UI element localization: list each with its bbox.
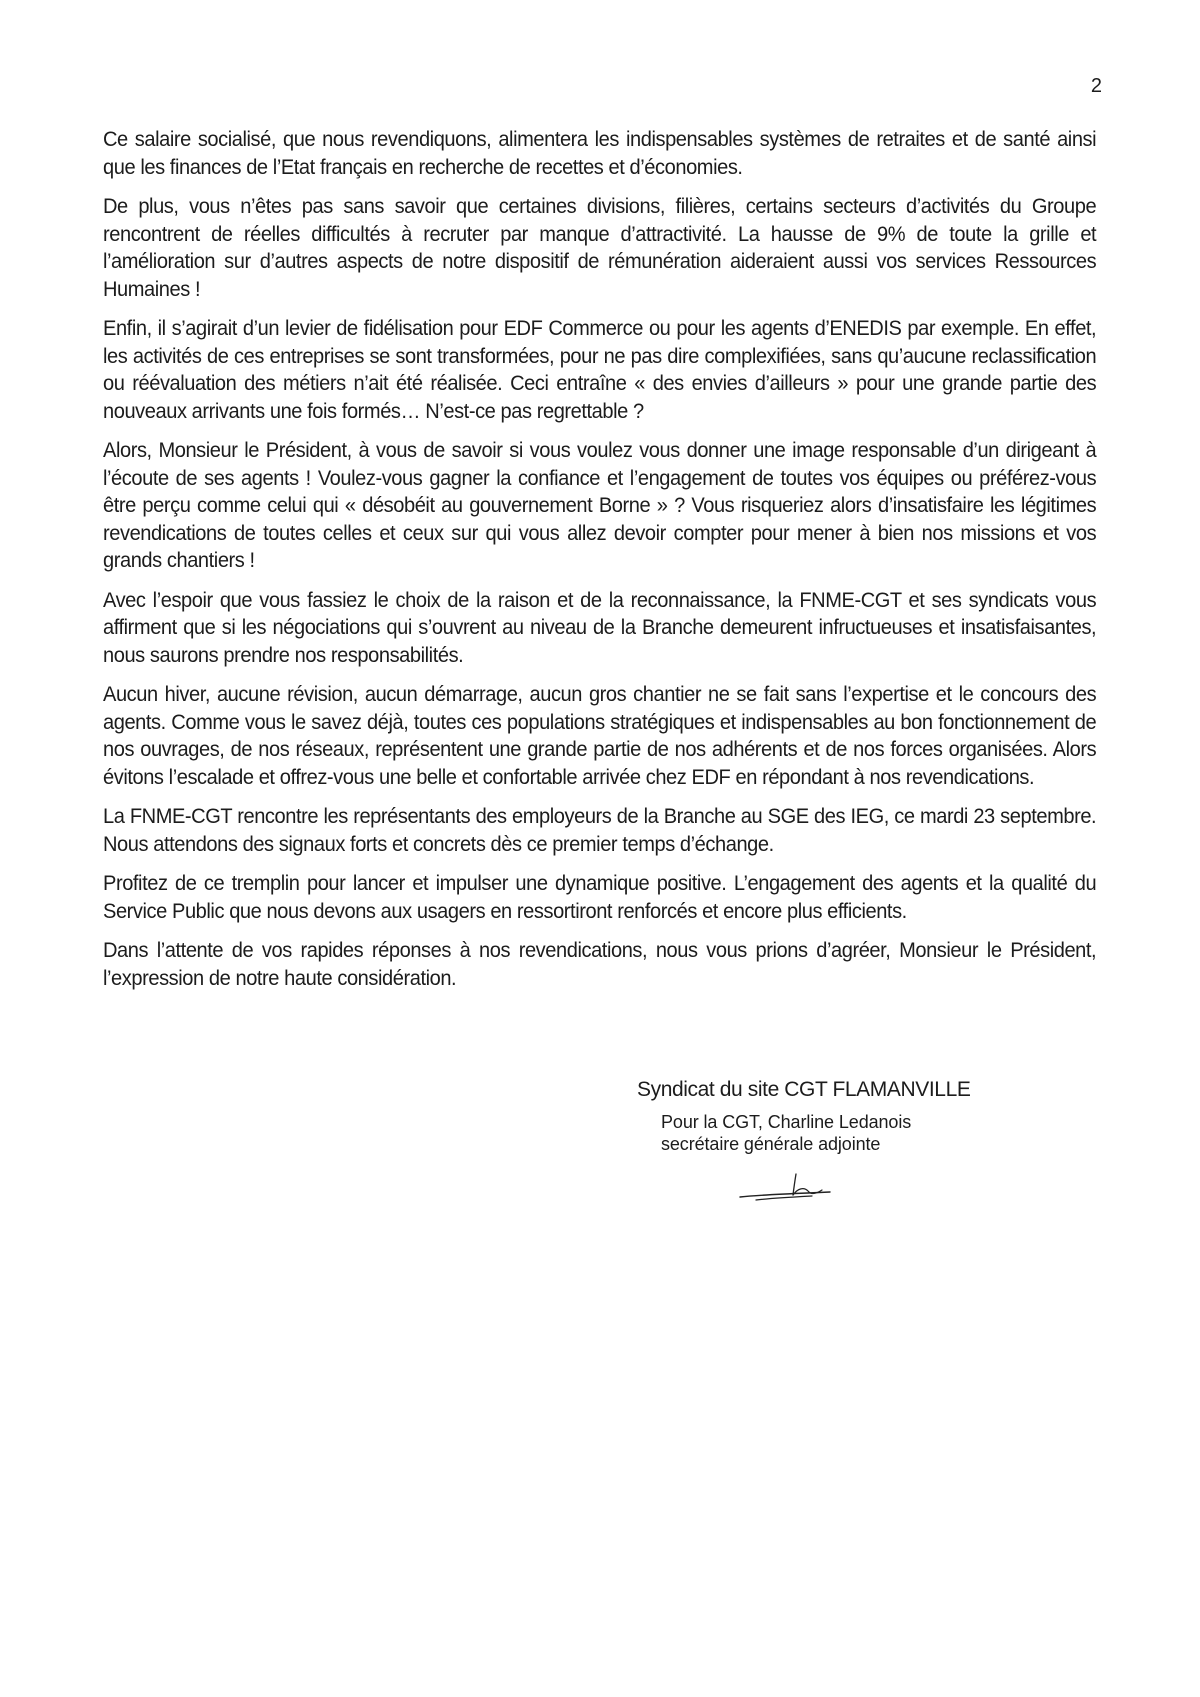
paragraph-1: Ce salaire socialisé, que nous revendiquons, alimentera les indispensables systèmes de retraites et de santé ainsi que les finances de l’Etat français en recherche de recettes et d’économies. xyxy=(103,128,1097,179)
signature-block xyxy=(637,1077,1057,1155)
paragraph-2: De plus, vous n’êtes pas sans savoir que certaines divisions, filières, certains secteurs d’activités du Groupe rencontrent de réelles difficultés à recruter par manque d’attractivité. La hausse de 9% de toute la grille et l’amélioration sur d’autres aspects de notre dispositif de rémunération aideraient aussi vos services Ressources Humaines ! xyxy=(103,195,1097,301)
page-number: 2 xyxy=(1090,75,1102,97)
paragraph-5: Avec l’espoir que vous fassiez le choix de la raison et de la reconnaissance, la FNME-CGT et ses syndicats vous affirment que si les négociations qui s’ouvrent au niveau de la Branche demeurent infructueuses et insatisfaisantes, nous saurons prendre nos responsabilités. xyxy=(103,588,1097,667)
paragraph-9: Dans l’attente de vos rapides réponses à nos revendications, nous vous prions d’agréer, Monsieur le Président, l’expression de notre haute considération. xyxy=(103,939,1097,990)
paragraph-7: La FNME-CGT rencontre les représentants des employeurs de la Branche au SGE des IEG, ce mardi 23 septembre. Nous attendons des signaux forts et concrets dès ce premier temps d’échange. xyxy=(103,805,1097,856)
paragraph-8: Profitez de ce tremplin pour lancer et impulser une dynamique positive. L’engagement des agents et la qualité du Service Public que nous devons aux usagers en ressortiront renforcés et encore plus efficients. xyxy=(103,872,1097,923)
paragraph-3: Enfin, il s’agirait d’un levier de fidélisation pour EDF Commerce ou pour les agents d’ENEDIS par exemple. En effet, les activités de ces entreprises se sont transformées, pour ne pas dire complexifiées, sans qu’aucune reclassification ou réévaluation des métiers n’ait été réalisée. Ceci entraîne « des envies d’ailleurs » pour une grande partie des nouveaux arrivants une fois formés… N’est-ce pas regrettable ? xyxy=(103,317,1097,423)
letter-body xyxy=(103,126,1096,1004)
signature-signatory: Pour la CGT, Charline Ledanois xyxy=(661,1112,912,1132)
paragraph-6: Aucun hiver, aucune révision, aucun démarrage, aucun gros chantier ne se fait sans l’expertise et le concours des agents. Comme vous le savez déjà, toutes ces populations stratégiques et indispensables au bon fonctionnement de nos ouvrages, de nos réseaux, représentent une grande partie de nos adhérents et de nos forces organisées. Alors évitons l’escalade et offrez-vous une belle et confortable arrivée chez EDF en répondant à nos revendications. xyxy=(103,683,1097,789)
paragraph-4: Alors, Monsieur le Président, à vous de savoir si vous voulez vous donner une image responsable d’un dirigeant à l’écoute de ses agents ! Voulez-vous gagner la confiance et l’engagement de toutes vos équipes ou préférez-vous être perçu comme celui qui « désobéit au gouvernement Borne » ? Vous risqueriez alors d’insatisfaire les légitimes revendications de toutes celles et ceux sur qui vous allez devoir compter pour mener à bien nos missions et vos grands chantiers ! xyxy=(103,439,1097,572)
handwritten-signature xyxy=(738,1170,834,1204)
signature-role: secrétaire générale adjointe xyxy=(661,1134,881,1154)
signature-organization: Syndicat du site CGT FLAMANVILLE xyxy=(637,1078,971,1101)
